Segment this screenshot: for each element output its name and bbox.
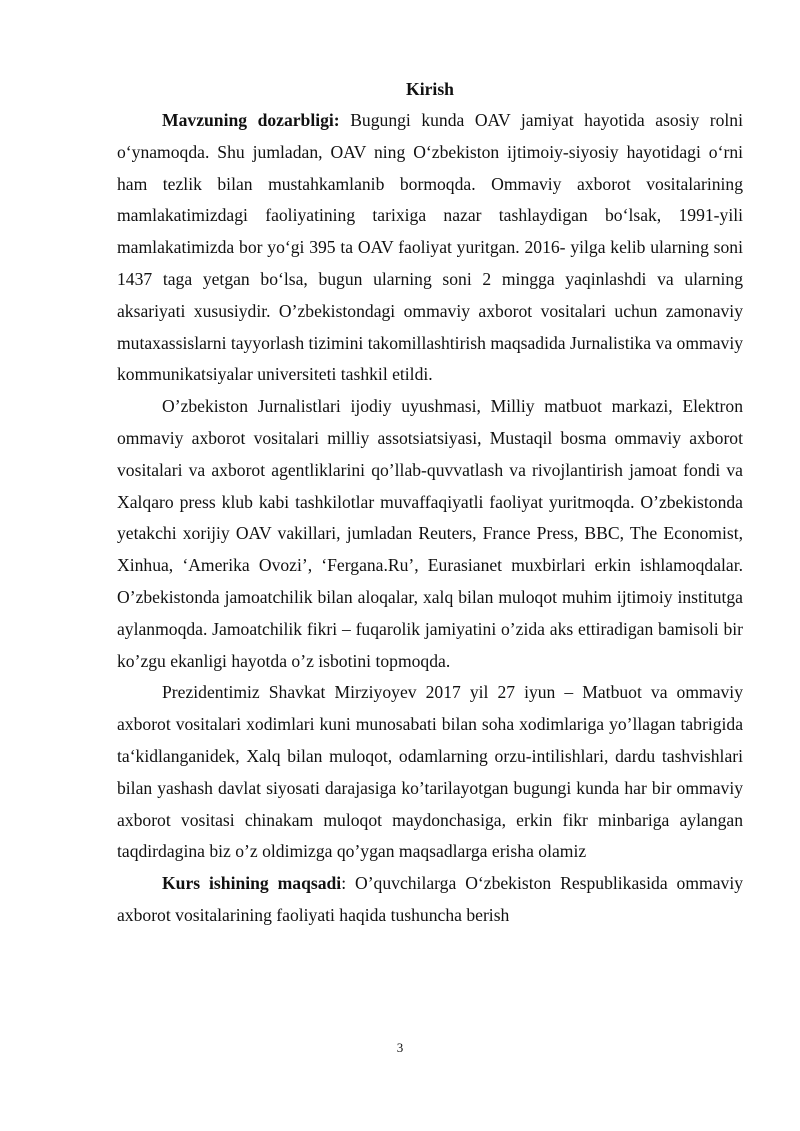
paragraph-relevance xyxy=(117,105,743,391)
page-number: 3 xyxy=(396,1040,404,1055)
paragraph-text: Bugungi kunda OAV jamiyat hayotida asosiy rolni oʻynamoqda. Shu jumladan, OAV ning Oʻzbekiston ijtimoiy-siyosiy hayotidagi oʻrni ham tezlik bilan mustahkamlanib bormoqda. Ommaviy axborot vositalarining mamlakatimizdagi faoliyatining tarixiga nazar tashlaydigan boʻlsak, 1991-yili mamlakatimizda bor yoʻgi 395 ta OAV faoliyat yuritgan. 2016- yilga kelib ularning soni 1437 taga yetgan boʻlsa, bugun ularning soni 2 mingga yaqinlashdi va ularning aksariyati xususiydir. O’zbekistondagi ommaviy axborot vositalari uchun zamonaviy mutaxassislarni tayyorlash tizimini takomillashtirish maqsadida Jurnalistika va ommaviy kommunikatsiyalar universiteti tashkil etildi. xyxy=(117,110,743,385)
paragraph-goal xyxy=(117,868,743,932)
paragraph-lead: Kurs ishining maqsadi xyxy=(162,873,342,894)
paragraph-president xyxy=(117,677,743,868)
paragraph-text: O’zbekiston Jurnalistlari ijodiy uyushmasi, Milliy matbuot markazi, Elektron ommaviy axborot vositalari milliy assotsiatsiyasi, Mustaqil bosma ommaviy axborot vositalari va axborot agentliklarini qo’llab-quvvatlash va rivojlantirish jamoat fondi va Xalqaro press klub kabi tashkilotlar muvaffaqiyatli faoliyat yuritmoqda. O’zbekistonda yetakchi xorijiy OAV vakillari, jumladan Reuters, France Press, BBC, The Economist, Xinhua, ‘Amerika Ovozi’, ‘Fergana.Ru’, Eurasianet muxbirlari erkin ishlamoqdalar. O’zbekistonda jamoatchilik bilan aloqalar, xalq bilan muloqot muhim ijtimoiy institutga aylanmoqda. Jamoatchilik fikri – fuqarolik jamiyatini o’zida aks ettiradigan bamisoli bir ko’zgu ekanligi hayotda o’z isbotini topmoqda. xyxy=(117,396,743,671)
page-content xyxy=(117,74,743,932)
paragraph-lead: Mavzuning dozarbligi: xyxy=(162,110,340,130)
page-title: Kirish xyxy=(406,79,454,99)
paragraph-text: : O’quvchilarga Oʻzbekiston Respublikasida ommaviy axborot vositalarining faoliyati haqida tushuncha berish xyxy=(117,873,744,925)
paragraph-text: Prezidentimiz Shavkat Mirziyoyev 2017 yil 27 iyun – Matbuot va ommaviy axborot vositalari xodimlari kuni munosabati bilan soha xodimlariga yo’llagan tabrigida taʻkidlanganidek, Xalq bilan muloqot, odamlarning orzu-intilishlari, dardu tashvishlari bilan yashash davlat siyosati darajasiga ko’tarilayotgan bugungi kunda har bir ommaviy axborot vositasi chinakam muloqot maydonchasiga, erkin fikr minbariga aylangan taqdirdagina biz o’z oldimizga qo’ygan maqsadlarga erisha olamiz xyxy=(117,682,743,862)
paragraph-organizations xyxy=(117,391,743,677)
